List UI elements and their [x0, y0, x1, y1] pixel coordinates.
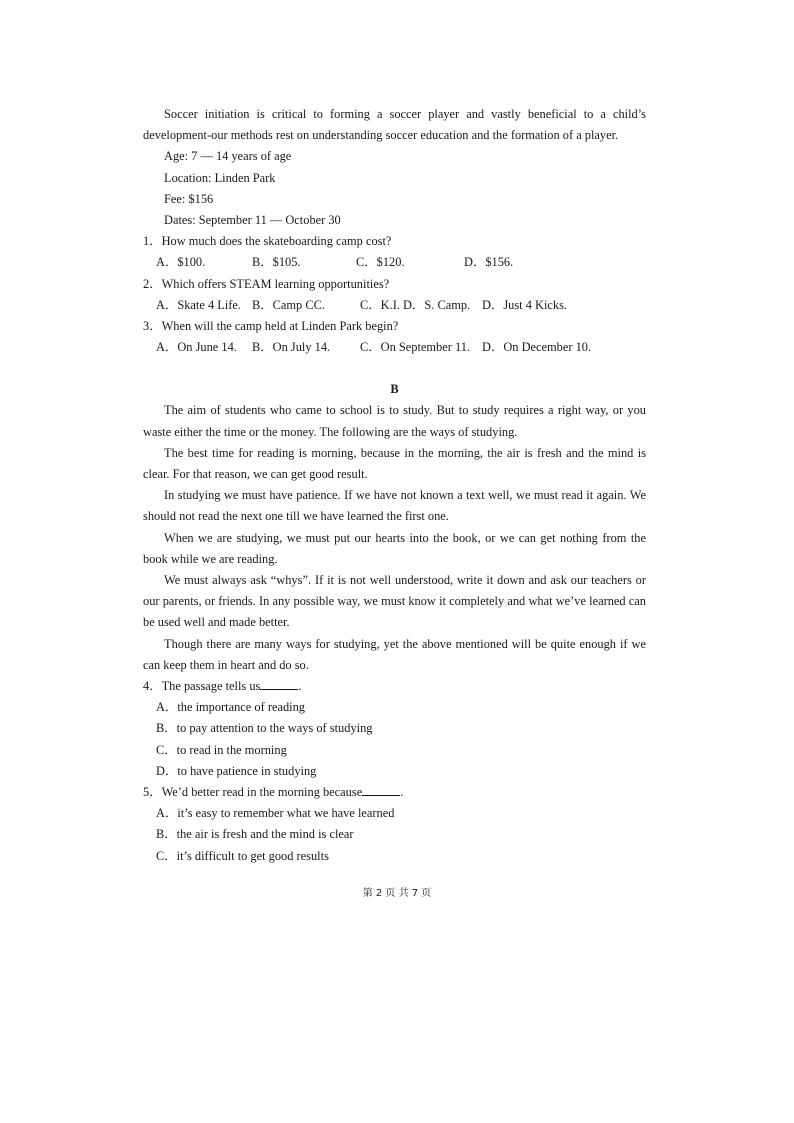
- section-b-heading: B: [390, 382, 399, 397]
- question-5: [143, 782, 646, 867]
- option-b: B．to pay attention to the ways of studying: [156, 721, 373, 736]
- option-b: B．Camp CC.: [252, 297, 325, 312]
- option-d: D．$156.: [464, 255, 514, 270]
- question-options: [143, 252, 646, 273]
- option-a: A．Skate 4 Life.: [156, 297, 241, 312]
- option-c: C．K.I. D．S. Camp.: [360, 297, 471, 312]
- option-c: C．On September 11.: [360, 340, 471, 355]
- question-options: [143, 337, 646, 358]
- question-1: [143, 231, 646, 273]
- question-4: [143, 676, 646, 782]
- camp-location: Location: Linden Park: [164, 170, 276, 185]
- page-content: [143, 104, 646, 867]
- option-c: C．it’s difficult to get good results: [156, 848, 329, 863]
- option-c: C．$120.: [356, 255, 405, 270]
- question-stem: 5．We’d better read in the morning because: [143, 785, 363, 800]
- option-d: D．On December 10.: [482, 340, 592, 355]
- passage-paragraph: When we are studying, we must put our hearts into the book, or we can get nothing from the book while we are reading.: [143, 530, 646, 566]
- answer-blank: [362, 783, 400, 796]
- passage-paragraph: The best time for reading is morning, because in the morning, the air is fresh and the mind is clear. For that reason, we can get good result.: [143, 445, 646, 482]
- camp-dates: Dates: September 11 — October 30: [164, 212, 341, 227]
- option-c: C．to read in the morning: [156, 742, 287, 757]
- option-b: B．the air is fresh and the mind is clear: [156, 827, 354, 842]
- question-2: [143, 274, 646, 316]
- option-b: B．$105.: [252, 255, 301, 270]
- passage-paragraph: We must always ask “whys”. If it is not well understood, write it down and ask our teachers or our parents, or friends. In any possible way, we must know it completely and what we’ve learned can be used well and made better.: [143, 573, 646, 630]
- passage-paragraph: The aim of students who came to school is to study. But to study requires a right way, or you waste either the time or the money. The following are the ways of studying.: [143, 403, 646, 439]
- question-stem: 2．Which offers STEAM learning opportunities?: [143, 276, 390, 291]
- option-a: A．it’s easy to remember what we have learned: [156, 806, 395, 821]
- option-b: B．On July 14.: [252, 340, 331, 355]
- option-a: A．On June 14.: [156, 340, 237, 355]
- option-a: A．$100.: [156, 255, 206, 270]
- option-d: D．Just 4 Kicks.: [482, 297, 568, 312]
- question-stem: 3．When will the camp held at Linden Park begin?: [143, 318, 399, 333]
- question-stem: 4．The passage tells us: [143, 679, 261, 694]
- question-stem: 1．How much does the skateboarding camp cost?: [143, 234, 392, 249]
- option-a: A．the importance of reading: [156, 700, 305, 715]
- option-d: D．to have patience in studying: [156, 763, 317, 778]
- intro-paragraph-line-2: development-our methods rest on understanding soccer education and the formation of a player.: [143, 128, 619, 143]
- intro-paragraph-line-1: Soccer initiation is critical to forming a soccer player and vastly beneficial to a child’s: [164, 107, 646, 121]
- page-number-footer: 第 2 页 共 7 页: [362, 888, 432, 899]
- question-options: [143, 295, 646, 316]
- answer-blank: [260, 677, 298, 690]
- question-stem-line: 5．We’d better read in the morning because .: [143, 785, 404, 800]
- camp-age: Age: 7 — 14 years of age: [164, 149, 292, 164]
- passage-paragraph: Though there are many ways for studying, yet the above mentioned will be quite enough if we can keep them in heart and do so.: [143, 636, 646, 672]
- passage-paragraph: In studying we must have patience. If we have not known a text well, we must read it again. We should not read the next one till we have learned the first one.: [143, 488, 646, 524]
- question-stem-line: 4．The passage tells us .: [143, 679, 302, 694]
- camp-fee: Fee: $156: [164, 191, 214, 206]
- question-3: [143, 316, 646, 358]
